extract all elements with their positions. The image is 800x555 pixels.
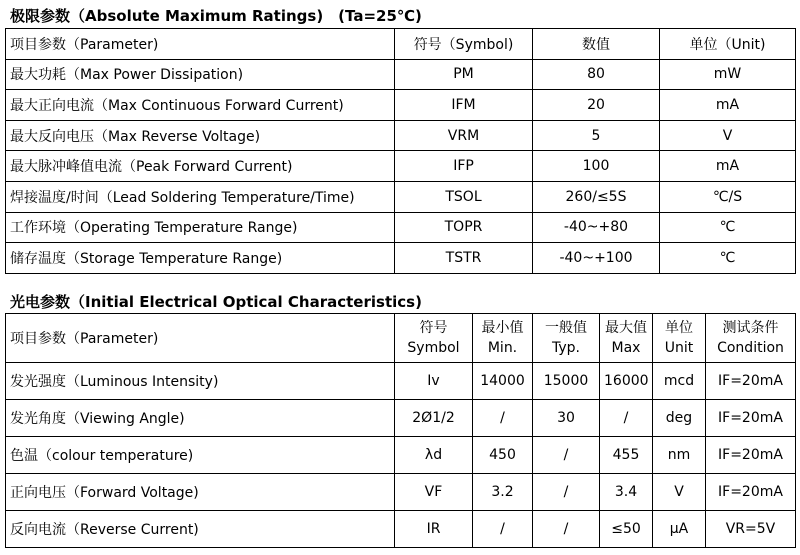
symbol-cell: VRM (395, 120, 533, 151)
param-cell: 储存温度（Storage Temperature Range) (6, 243, 395, 274)
unit-cell: nm (653, 437, 706, 474)
header-value: 数值 (533, 29, 660, 60)
symbol-cell: TSOL (395, 181, 533, 212)
table-row (6, 363, 796, 400)
symbol-cell: IR (395, 511, 473, 548)
unit-cell: mcd (653, 363, 706, 400)
header-symbol-en: Symbol (407, 340, 460, 356)
value-cell: 100 (533, 151, 660, 182)
symbol-cell: IFP (395, 151, 533, 182)
param-cell: 最大反向电压（Max Reverse Voltage) (6, 120, 395, 151)
param-cell: 最大功耗（Max Power Dissipation) (6, 59, 395, 90)
unit-cell: ℃ (660, 243, 796, 274)
header-min-en: Min. (487, 340, 518, 356)
unit-cell: mA (660, 151, 796, 182)
condition-cell: IF=20mA (706, 363, 796, 400)
header-typ-cn: 一般值 (545, 320, 587, 336)
table-header-row (6, 29, 796, 60)
header-condition-en: Condition (717, 340, 784, 356)
unit-cell: V (660, 120, 796, 151)
header-max-cn: 最大值 (605, 320, 647, 336)
min-cell: / (473, 511, 533, 548)
table-row (6, 90, 796, 121)
table-row (6, 400, 796, 437)
table-row (6, 151, 796, 182)
min-cell: 14000 (473, 363, 533, 400)
param-cell: 工作环境（Operating Temperature Range) (6, 212, 395, 243)
symbol-cell: PM (395, 59, 533, 90)
max-cell: 3.4 (600, 474, 653, 511)
condition-cell: IF=20mA (706, 474, 796, 511)
table-row (6, 511, 796, 548)
value-cell: 5 (533, 120, 660, 151)
typ-cell: 15000 (533, 363, 600, 400)
table-row (6, 212, 796, 243)
symbol-cell: IFM (395, 90, 533, 121)
unit-cell: μA (653, 511, 706, 548)
value-cell: -40~+80 (533, 212, 660, 243)
unit-cell: deg (653, 400, 706, 437)
symbol-cell: TSTR (395, 243, 533, 274)
table-row (6, 59, 796, 90)
header-typ-en: Typ. (552, 340, 580, 356)
symbol-cell: Iv (395, 363, 473, 400)
header-min-cn: 最小值 (481, 320, 524, 336)
value-cell: -40~+100 (533, 243, 660, 274)
param-cell: 最大脉冲峰值电流（Peak Forward Current) (6, 151, 395, 182)
param-cell: 正向电压（Forward Voltage) (6, 474, 395, 511)
header-typ (533, 314, 600, 363)
header-min (473, 314, 533, 363)
symbol-cell: λd (395, 437, 473, 474)
param-cell: 色温（colour temperature) (6, 437, 395, 474)
header-unit-cn: 单位 (665, 320, 693, 336)
header-max (600, 314, 653, 363)
header-unit: 单位（Unit) (660, 29, 796, 60)
table-row (6, 120, 796, 151)
header-unit-en: Unit (664, 340, 694, 356)
value-cell: 20 (533, 90, 660, 121)
value-cell: 80 (533, 59, 660, 90)
symbol-cell: VF (395, 474, 473, 511)
unit-cell: mA (660, 90, 796, 121)
header-symbol (395, 314, 473, 363)
condition-cell: IF=20mA (706, 437, 796, 474)
electrical-optical-title: 光电参数（Initial Electrical Optical Characteristics) (10, 293, 422, 311)
table-row (6, 243, 796, 274)
absolute-max-ratings-title: 极限参数（Absolute Maximum Ratings) (Ta=25℃) (10, 7, 422, 25)
header-condition (706, 314, 796, 363)
header-unit (653, 314, 706, 363)
max-cell: ≤50 (600, 511, 653, 548)
param-cell: 焊接温度/时间（Lead Soldering Temperature/Time) (6, 181, 395, 212)
min-cell: 450 (473, 437, 533, 474)
param-cell: 反向电流（Reverse Current) (6, 511, 395, 548)
table-row (6, 474, 796, 511)
table-header-row (6, 314, 796, 363)
table-row (6, 437, 796, 474)
typ-cell: / (533, 437, 600, 474)
header-parameter: 项目参数（Parameter) (6, 314, 395, 363)
param-cell: 发光角度（Viewing Angle) (6, 400, 395, 437)
param-cell: 最大正向电流（Max Continuous Forward Current) (6, 90, 395, 121)
unit-cell: ℃ (660, 212, 796, 243)
unit-cell: mW (660, 59, 796, 90)
condition-cell: IF=20mA (706, 400, 796, 437)
typ-cell: / (533, 511, 600, 548)
max-cell: 455 (600, 437, 653, 474)
electrical-optical-table (5, 313, 796, 548)
header-symbol-cn: 符号 (419, 320, 448, 336)
unit-cell: ℃/S (660, 181, 796, 212)
header-condition-cn: 测试条件 (722, 320, 779, 336)
max-cell: 16000 (600, 363, 653, 400)
header-parameter: 项目参数（Parameter) (6, 29, 395, 60)
value-cell: 260/≤5S (533, 181, 660, 212)
table-row (6, 181, 796, 212)
typ-cell: / (533, 474, 600, 511)
header-max-en: Max (611, 340, 641, 356)
unit-cell: V (653, 474, 706, 511)
min-cell: / (473, 400, 533, 437)
header-symbol: 符号（Symbol) (395, 29, 533, 60)
condition-cell: VR=5V (706, 511, 796, 548)
symbol-cell: 2Ø1/2 (395, 400, 473, 437)
absolute-max-ratings-table (5, 28, 796, 274)
max-cell: / (600, 400, 653, 437)
symbol-cell: TOPR (395, 212, 533, 243)
param-cell: 发光强度（Luminous Intensity) (6, 363, 395, 400)
min-cell: 3.2 (473, 474, 533, 511)
typ-cell: 30 (533, 400, 600, 437)
